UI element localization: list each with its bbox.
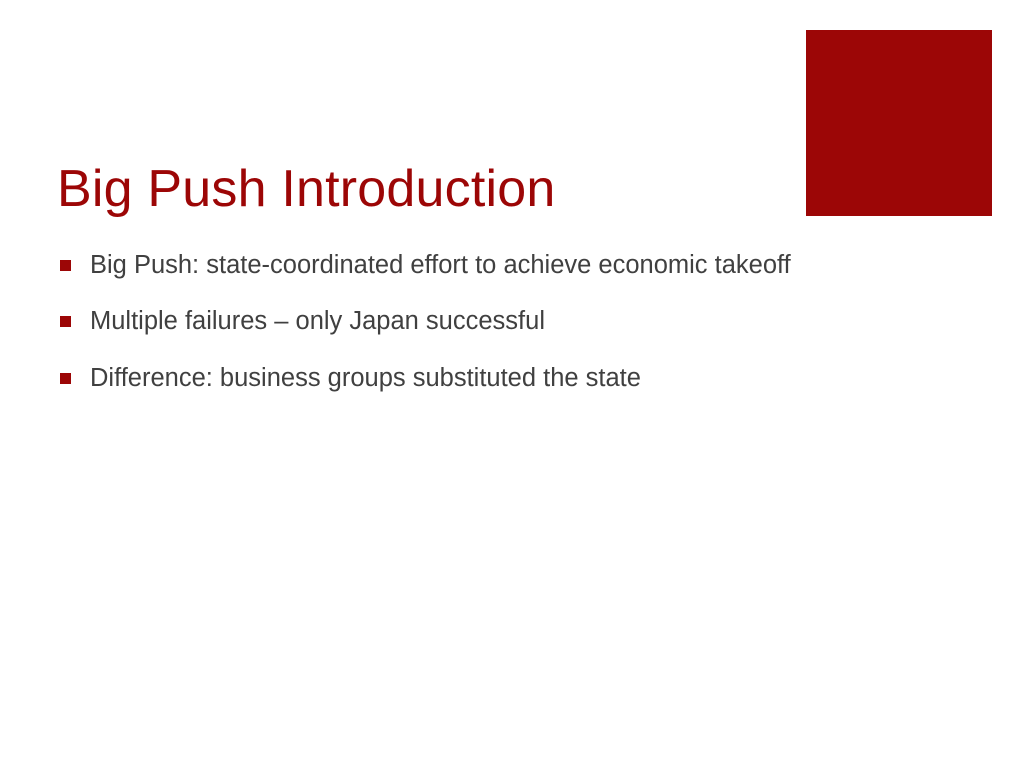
list-item — [57, 361, 817, 395]
page-title: Big Push Introduction — [57, 160, 556, 218]
square-bullet-icon — [60, 260, 71, 271]
list-item-text: Multiple failures – only Japan successful — [90, 307, 545, 336]
square-bullet-icon — [60, 373, 71, 384]
list-item — [57, 248, 817, 282]
list-item — [57, 304, 817, 338]
square-bullet-icon — [60, 316, 71, 327]
decorative-accent-square — [806, 30, 992, 216]
list-item-text: Big Push: state-coordinated effort to achieve economic takeoff — [90, 251, 791, 279]
list-item-text: Difference: business groups substituted the state — [90, 363, 641, 392]
bullet-list — [57, 248, 817, 395]
